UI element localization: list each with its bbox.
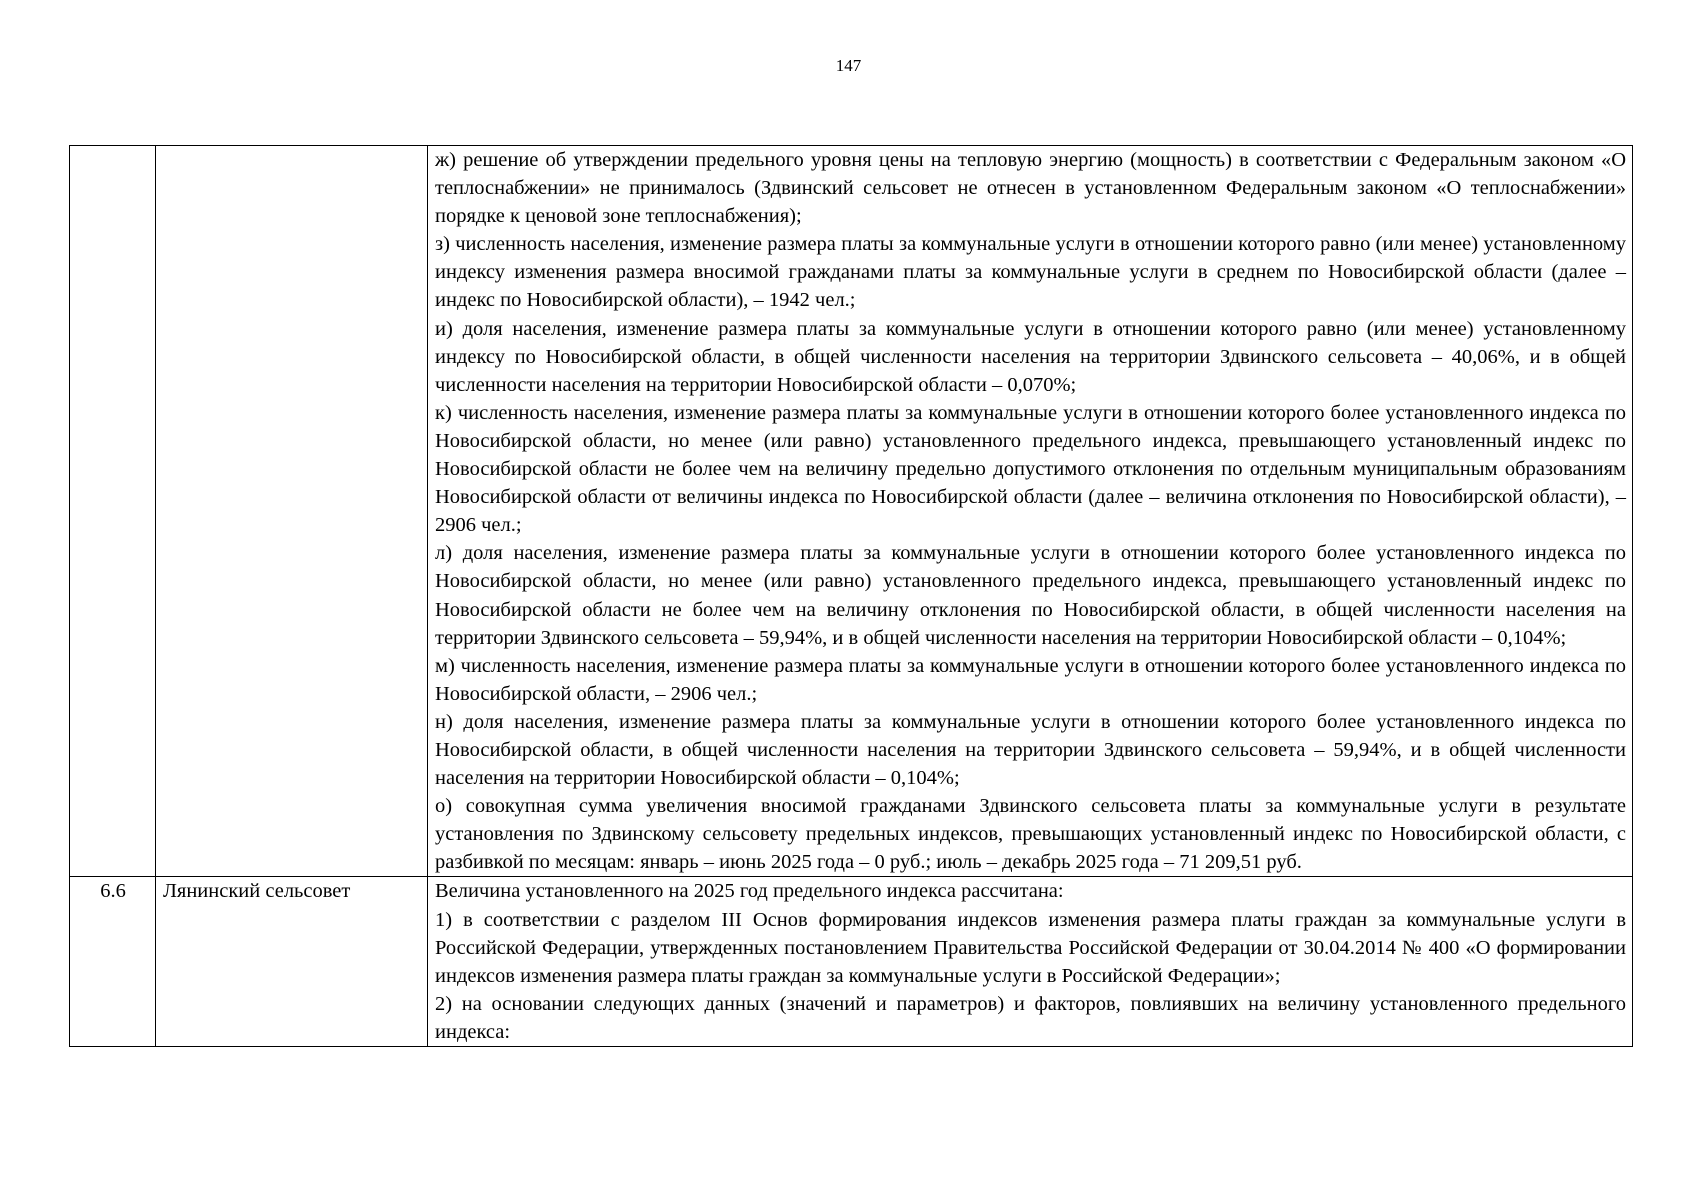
paragraph-i: и) доля населения, изменение размера платы за коммунальные услуги в отношении которого равно (или менее) установленному индексу по Новосибирской области, в общей численности населения на территории Здвинского сельсовета – 40,06%, и в общей численности населения на территории Новосибирской области – 0,070%; xyxy=(435,317,1626,396)
paragraph-l: л) доля населения, изменение размера платы за коммунальные услуги в отношении которого более установленного индекса по Новосибирской области, но менее (или равно) установленного предельного индекса, превышающего установленный индекс по Новосибирской области не более чем на величину отклонения по Новосибирской области, в общей численности населения на территории Здвинского сельсовета – 59,94%, и в общей численности населения на территории Новосибирской области – 0,104%; xyxy=(435,542,1626,649)
municipality-name-cell: Лянинский сельсовет xyxy=(156,877,428,1047)
table-row xyxy=(70,146,1633,877)
paragraph-n: н) доля населения, изменение размера платы за коммунальные услуги в отношении которого более установленного индекса по Новосибирской области, в общей численности населения на территории Здвинского сельсовета – 59,94%, и в общей численности населения на территории Новосибирской области – 0,104%; xyxy=(435,710,1626,790)
description-cell xyxy=(428,877,1633,1047)
paragraph-1: 1) в соответствии с разделом III Основ формирования индексов изменения размера платы граждан за коммунальные услуги в Российской Федерации, утвержденных постановлением Правительства Российской Федерации от 30.04.2014 № 400 «О формировании индексов изменения размера платы граждан за коммунальные услуги в Российской Федерации»; xyxy=(435,908,1626,987)
paragraph-k: к) численность населения, изменение размера платы за коммунальные услуги в отношении которого более установленного индекса по Новосибирской области, но менее (или равно) установленного предельного индекса, превышающего установленный индекс по Новосибирской области не более чем на величину предельно допустимого отклонения по отдельным муниципальным образованиям Новосибирской области от величины индекса по Новосибирской области (далее – величина отклонения по Новосибирской области), – 2906 чел.; xyxy=(435,401,1626,537)
paragraph-m: м) численность населения, изменение размера платы за коммунальные услуги в отношении которого более установленного индекса по Новосибирской области, – 2906 чел.; xyxy=(435,654,1626,705)
paragraph-z: з) численность населения, изменение размера платы за коммунальные услуги в отношении которого равно (или менее) установленному индексу изменения размера вносимой гражданами платы за коммунальные услуги в среднем по Новосибирской области (далее – индекс по Новосибирской области), – 1942 чел.; xyxy=(435,233,1626,312)
page-number: 147 xyxy=(835,56,862,75)
row-number-cell: 6.6 xyxy=(70,877,156,1047)
paragraph-intro: Величина установленного на 2025 год предельного индекса рассчитана: xyxy=(435,880,1064,903)
paragraph-o: о) совокупная сумма увеличения вносимой гражданами Здвинского сельсовета платы за коммунальные услуги в результате установления по Здвинскому сельсовету предельных индексов, превышающих установленный индекс по Новосибирской области, с разбивкой по месяцам: январь – июнь 2025 года – 0 руб.; июль – декабрь 2025 года – 71 209,51 руб. xyxy=(435,795,1626,874)
municipality-name-cell xyxy=(156,146,428,877)
document-table xyxy=(69,145,1633,1047)
table-row xyxy=(70,877,1633,1047)
paragraph-zh: ж) решение об утверждении предельного уровня цены на тепловую энергию (мощность) в соответствии с Федеральным законом «О теплоснабжении» не принималось (Здвинский сельсовет не отнесен в установленном Федеральным законом «О теплоснабжении» порядке к ценовой зоне теплоснабжения); xyxy=(435,149,1626,228)
row-number-cell xyxy=(70,146,156,877)
description-cell xyxy=(428,146,1633,877)
paragraph-2: 2) на основании следующих данных (значений и параметров) и факторов, повлиявших на величину установленного предельного индекса: xyxy=(435,992,1626,1043)
